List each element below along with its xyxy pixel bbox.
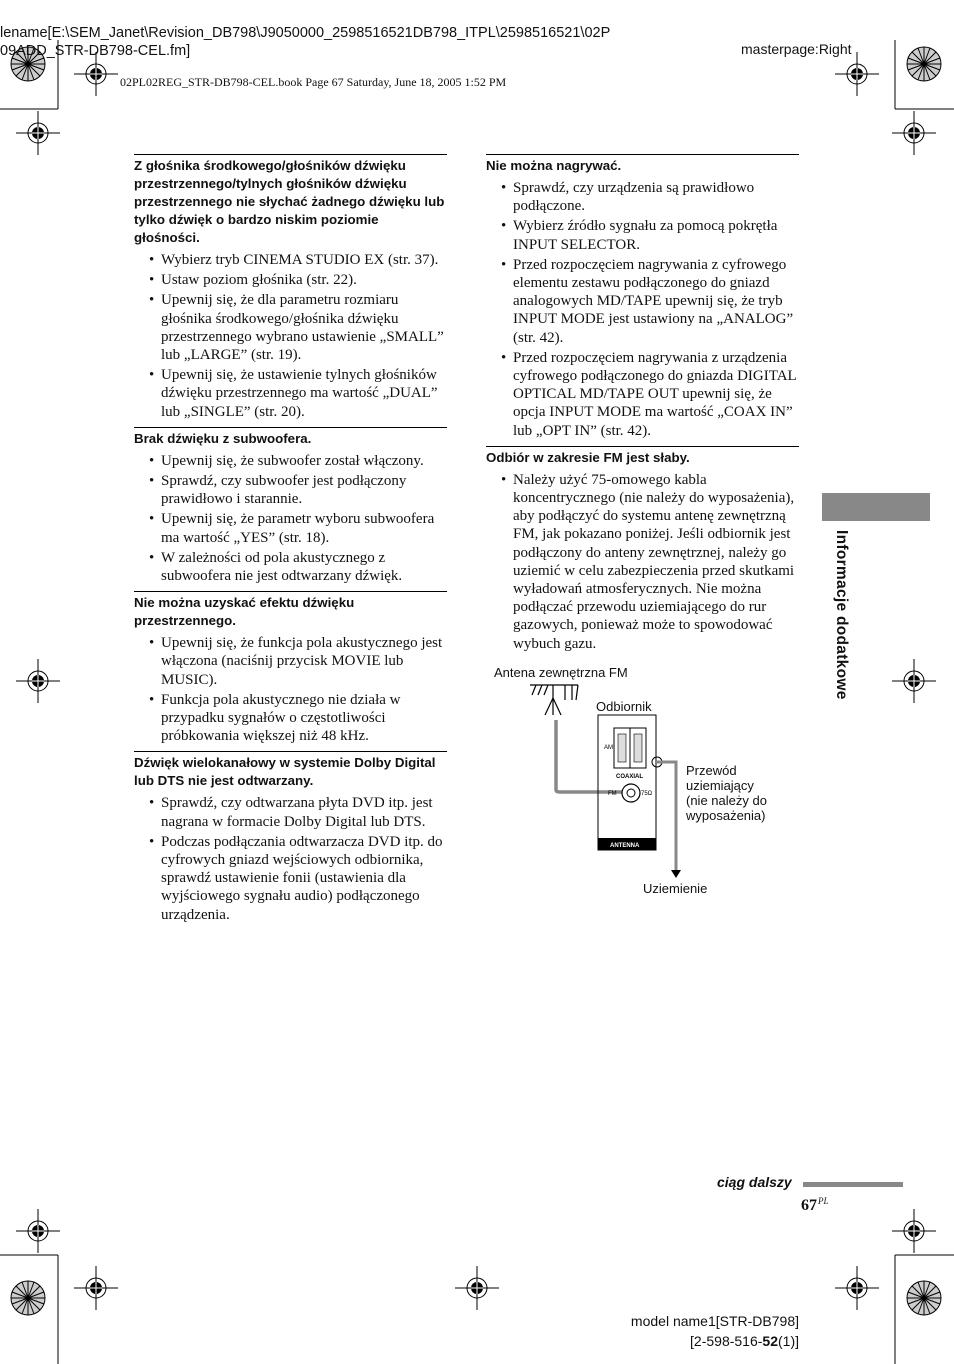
list-item: • Upewnij się, że funkcja pola akustycznego jest włączona (naciśnij przycisk MOVIE lub MUSIC). bbox=[161, 634, 447, 689]
list-item: • Upewnij się, że parametr wyboru subwoofera ma wartość „YES” (str. 18). bbox=[161, 510, 447, 546]
book-line: 02PL02REG_STR-DB798-CEL.book Page 67 Saturday, June 18, 2005 1:52 PM bbox=[120, 75, 507, 89]
troubleshooting-section bbox=[486, 154, 799, 440]
model-line-2-prefix: [2-598-516- bbox=[690, 1333, 763, 1349]
left-column bbox=[134, 154, 447, 930]
list-item: • Przed rozpoczęciem nagrywania z urządzenia cyfrowego podłączonego do gniazda DIGITAL OPTICAL MD/TAPE OUT upewnij się, że opcja INPUT MODE ma wartość „COAX IN” lub „OPT IN” (str. 42). bbox=[513, 349, 799, 440]
section-list bbox=[486, 179, 799, 440]
section-list bbox=[134, 452, 447, 585]
section-heading: Z głośnika środkowego/głośników dźwięku przestrzennego/tylnych głośników dźwięku przestrzennego nie słychać żadnego dźwięku lub tylko dźwięk o bardzo niskim poziomie głośności. bbox=[134, 158, 445, 245]
right-column bbox=[486, 154, 799, 659]
page-number-value: 67 bbox=[801, 1197, 817, 1214]
list-item: • Przed rozpoczęciem nagrywania z cyfrowego elementu zestawu podłączonego do gniazd analogowych MD/TAPE upewnij się, że tryb INPUT MODE jest ustawiony na „ANALOG” (str. 42). bbox=[513, 256, 799, 347]
antenna-panel-label: ANTENNA bbox=[610, 843, 640, 849]
ground-wire-label bbox=[686, 763, 767, 823]
antenna-label: Antena zewnętrzna FM bbox=[494, 665, 628, 680]
troubleshooting-section bbox=[486, 446, 799, 653]
section-heading: Nie można uzyskać efektu dźwięku przestrzennego. bbox=[134, 595, 355, 629]
section-list bbox=[134, 794, 447, 923]
section-list bbox=[134, 251, 447, 421]
list-item: • W zależności od pola akustycznego z subwoofera nie jest odtwarzany dźwięk. bbox=[161, 549, 447, 585]
ground-label: Uziemienie bbox=[643, 881, 708, 896]
list-item: • Należy użyć 75-omowego kabla koncentrycznego (nie należy do wyposażenia), aby podłączyć do systemu antenę zewnętrzną FM, jak pokazano poniżej. Jeśli odbiornik jest podłączony do anteny zewnętrznej, należy go uziemić w celu zabezpieczenia przed skutkami wyładowań atmosferycznych. Nie można podłączać przewodu uziemiającego do rur gazowych, ponieważ może to spowodować wybuch gazu. bbox=[513, 471, 799, 653]
list-item: • Funkcja pola akustycznego nie działa w przypadku sygnałów o częstotliwości próbkowania większej niż 48 kHz. bbox=[161, 691, 447, 746]
page-number bbox=[801, 1196, 829, 1215]
coaxial-label: COAXIAL bbox=[616, 774, 643, 780]
troubleshooting-section bbox=[134, 427, 447, 585]
antenna-icon bbox=[530, 685, 578, 715]
continued-label: ciąg dalszy bbox=[717, 1174, 792, 1190]
ground-wire-label-4: wyposażenia) bbox=[686, 808, 766, 823]
continued-bar bbox=[803, 1182, 903, 1187]
list-item: • Upewnij się, że subwoofer został włączony. bbox=[161, 452, 447, 470]
list-item: • Sprawdź, czy odtwarzana płyta DVD itp. jest nagrana w formacie Dolby Digital lub DTS. bbox=[161, 794, 447, 830]
troubleshooting-section bbox=[134, 751, 447, 923]
filename-header bbox=[0, 24, 610, 60]
list-item: • Podczas podłączania odtwarzacza DVD itp. do cyfrowych gniazd wejściowych odbiornika, sprawdź ustawienie fonii (ustawienia dla wyjściowego sygnału audio) podłączonego urządzenia. bbox=[161, 833, 447, 924]
fm-label: FM bbox=[608, 791, 617, 797]
filename-line-2: 09ADD_STR-DB798-CEL.fm] bbox=[0, 43, 191, 59]
model-line-2 bbox=[614, 1331, 799, 1351]
ground-wire-label-2: uziemiający bbox=[686, 778, 754, 793]
section-heading: Brak dźwięku z subwoofera. bbox=[134, 430, 312, 446]
list-item: • Upewnij się, że dla parametru rozmiaru głośnika środkowego/głośnika dźwięku przestrzennego wybrano ustawienie „SMALL” lub „LARGE” (str. 19). bbox=[161, 291, 447, 364]
ground-wire-label-1: Przewód bbox=[686, 763, 737, 778]
model-info bbox=[614, 1311, 799, 1351]
masterpage-label: masterpage:Right bbox=[741, 41, 852, 57]
model-line-2-suffix: (1)] bbox=[778, 1333, 799, 1349]
list-item: • Sprawdź, czy urządzenia są prawidłowo podłączone. bbox=[513, 179, 799, 215]
list-item: • Ustaw poziom głośnika (str. 22). bbox=[161, 271, 447, 289]
am-label: AM bbox=[604, 745, 613, 751]
filename-line-1: lename[E:\SEM_Janet\Revision_DB798\J9050000_2598516521DB798_ITPL\2598516521\02P bbox=[0, 25, 611, 41]
section-heading: Nie można nagrywać. bbox=[486, 158, 622, 173]
model-line-2-bold: 52 bbox=[762, 1333, 778, 1349]
side-tab-text: Informacje dodatkowe bbox=[833, 530, 850, 700]
section-heading: Odbiór w zakresie FM jest słaby. bbox=[486, 449, 690, 465]
section-list bbox=[486, 471, 799, 653]
troubleshooting-section bbox=[134, 591, 447, 745]
list-item: • Wybierz tryb CINEMA STUDIO EX (str. 37). bbox=[161, 251, 447, 269]
side-tab-bar bbox=[822, 493, 930, 521]
page-suffix: PL bbox=[818, 1196, 829, 1206]
ground-wire-label-3: (nie należy do bbox=[686, 793, 767, 808]
model-line-1: model name1[STR-DB798] bbox=[630, 1313, 799, 1329]
list-item: • Sprawdź, czy subwoofer jest podłączony prawidłowo i starannie. bbox=[161, 472, 447, 508]
section-heading: Dźwięk wielokanałowy w systemie Dolby Digital lub DTS nie jest odtwarzany. bbox=[134, 755, 436, 789]
troubleshooting-section bbox=[134, 154, 447, 421]
list-item: • Upewnij się, że ustawienie tylnych głośników dźwięku przestrzennego ma wartość „DUAL” lub „SINGLE” (str. 20). bbox=[161, 366, 447, 421]
side-tab-label bbox=[832, 530, 848, 720]
receiver-label: Odbiornik bbox=[596, 699, 652, 714]
ohm-label: 75Ω bbox=[641, 791, 653, 797]
list-item: • Wybierz źródło sygnału za pomocą pokrętła INPUT SELECTOR. bbox=[513, 217, 799, 253]
section-list bbox=[134, 634, 447, 745]
